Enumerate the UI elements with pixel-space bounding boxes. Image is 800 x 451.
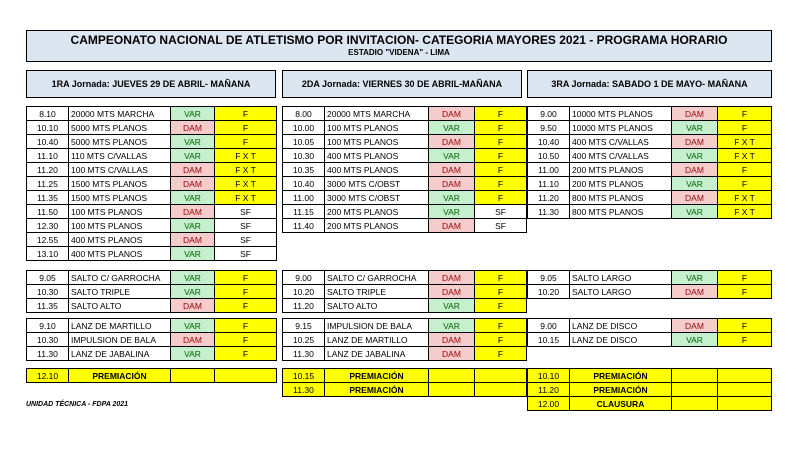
event-time: 11.35	[27, 191, 69, 205]
event-round: SF	[215, 205, 277, 219]
day-1-track-table	[26, 106, 277, 261]
event-time: 10.35	[283, 163, 325, 177]
event-name: SALTO C/ GARROCHA	[69, 271, 171, 285]
table-row	[528, 397, 772, 411]
event-category: VAR	[429, 191, 475, 205]
event-round: F X T	[215, 191, 277, 205]
event-time: 11.30	[528, 205, 570, 219]
event-name: IMPULSION DE BALA	[69, 333, 171, 347]
event-name: 110 MTS C/VALLAS	[69, 149, 171, 163]
event-category: DAM	[171, 121, 215, 135]
ceremony-label: CLAUSURA	[570, 397, 672, 411]
table-row	[27, 135, 277, 149]
event-round: F X T	[215, 177, 277, 191]
event-time: 9.15	[283, 319, 325, 333]
empty-cell	[718, 369, 772, 383]
event-category: VAR	[429, 299, 475, 313]
ceremony-label: PREMIACIÓN	[69, 369, 171, 383]
event-name: 200 MTS PLANOS	[325, 205, 429, 219]
event-round: F	[475, 319, 527, 333]
event-category: DAM	[429, 177, 475, 191]
event-time: 9.00	[283, 271, 325, 285]
empty-cell	[429, 369, 475, 383]
table-row	[27, 285, 277, 299]
table-row	[283, 177, 527, 191]
event-category: DAM	[672, 163, 718, 177]
event-name: SALTO TRIPLE	[69, 285, 171, 299]
event-round: F	[475, 191, 527, 205]
event-time: 10.25	[283, 333, 325, 347]
event-round: F	[215, 285, 277, 299]
empty-cell	[718, 383, 772, 397]
event-time: 11.40	[283, 219, 325, 233]
event-time: 10.40	[528, 135, 570, 149]
event-time: 11.25	[27, 177, 69, 191]
event-category: VAR	[171, 247, 215, 261]
event-round: F	[475, 121, 527, 135]
event-time: 9.50	[528, 121, 570, 135]
table-row	[27, 333, 277, 347]
event-round: F	[215, 347, 277, 361]
table-row	[283, 285, 527, 299]
event-name: 200 MTS PLANOS	[570, 177, 672, 191]
event-round: F	[215, 135, 277, 149]
event-time: 9.05	[528, 271, 570, 285]
event-time: 11.30	[283, 347, 325, 361]
event-category: VAR	[672, 271, 718, 285]
event-category: VAR	[171, 285, 215, 299]
event-time: 11.50	[27, 205, 69, 219]
table-row	[528, 163, 772, 177]
event-round: F	[475, 271, 527, 285]
event-name: 1500 MTS PLANOS	[69, 177, 171, 191]
table-row	[528, 177, 772, 191]
event-category: VAR	[429, 121, 475, 135]
table-row	[27, 247, 277, 261]
ceremony-time: 10.10	[528, 369, 570, 383]
event-name: 100 MTS PLANOS	[325, 121, 429, 135]
event-round: SF	[475, 205, 527, 219]
event-round: F	[215, 107, 277, 121]
event-time: 11.20	[283, 299, 325, 313]
event-name: 400 MTS PLANOS	[325, 163, 429, 177]
event-category: VAR	[171, 271, 215, 285]
event-category: VAR	[672, 205, 718, 219]
table-row	[27, 163, 277, 177]
table-row	[283, 369, 527, 383]
table-row	[528, 333, 772, 347]
empty-cell	[429, 383, 475, 397]
event-category: DAM	[429, 219, 475, 233]
event-round: F	[718, 107, 772, 121]
event-category: DAM	[429, 107, 475, 121]
day-2-header: 2DA Jornada: VIERNES 30 DE ABRIL-MAÑANA	[282, 70, 522, 98]
event-time: 8.00	[283, 107, 325, 121]
event-name: 100 MTS PLANOS	[69, 219, 171, 233]
event-category: DAM	[429, 347, 475, 361]
day-1-header: 1RA Jornada: JUEVES 29 DE ABRIL- MAÑANA	[26, 70, 276, 98]
table-row	[528, 205, 772, 219]
event-name: 20000 MTS MARCHA	[69, 107, 171, 121]
table-row	[27, 177, 277, 191]
event-round: F	[215, 271, 277, 285]
event-round: F X T	[718, 205, 772, 219]
event-time: 11.35	[27, 299, 69, 313]
table-row	[283, 333, 527, 347]
event-round: SF	[475, 219, 527, 233]
footer-credit: UNIDAD TÉCNICA - FDPA 2021	[26, 401, 129, 408]
table-row	[528, 149, 772, 163]
event-time: 10.10	[27, 121, 69, 135]
event-round: F	[475, 163, 527, 177]
table-row	[528, 135, 772, 149]
event-category: VAR	[429, 205, 475, 219]
table-row	[27, 369, 277, 383]
event-time: 11.20	[528, 191, 570, 205]
ceremony-time: 10.15	[283, 369, 325, 383]
empty-cell	[475, 369, 527, 383]
table-row	[283, 135, 527, 149]
event-time: 12.30	[27, 219, 69, 233]
event-name: SALTO LARGO	[570, 271, 672, 285]
event-name: 1500 MTS PLANOS	[69, 191, 171, 205]
table-row	[27, 271, 277, 285]
event-name: SALTO ALTO	[69, 299, 171, 313]
event-name: 100 MTS PLANOS	[325, 135, 429, 149]
day-3-throws-table	[527, 318, 772, 347]
event-round: F X T	[718, 149, 772, 163]
event-round: F	[718, 285, 772, 299]
event-time: 13.10	[27, 247, 69, 261]
event-time: 10.40	[27, 135, 69, 149]
event-name: 400 MTS PLANOS	[325, 149, 429, 163]
event-time: 10.30	[283, 149, 325, 163]
event-name: 400 MTS C/VALLAS	[570, 135, 672, 149]
event-category: VAR	[171, 219, 215, 233]
event-category: DAM	[171, 333, 215, 347]
empty-cell	[475, 383, 527, 397]
event-time: 8.10	[27, 107, 69, 121]
event-category: DAM	[672, 285, 718, 299]
event-round: F	[475, 107, 527, 121]
event-name: SALTO TRIPLE	[325, 285, 429, 299]
day-2-jumps-table	[282, 270, 527, 313]
table-row	[27, 319, 277, 333]
table-row	[27, 107, 277, 121]
event-round: F	[475, 149, 527, 163]
event-round: F	[718, 271, 772, 285]
table-row	[528, 121, 772, 135]
empty-cell	[672, 369, 718, 383]
table-row	[283, 121, 527, 135]
table-row	[283, 347, 527, 361]
event-time: 10.40	[283, 177, 325, 191]
event-category: DAM	[429, 333, 475, 347]
event-round: F X T	[215, 149, 277, 163]
day-1-jumps-table	[26, 270, 277, 313]
table-row	[27, 347, 277, 361]
event-category: DAM	[429, 285, 475, 299]
event-category: DAM	[672, 191, 718, 205]
table-row	[528, 191, 772, 205]
table-row	[283, 107, 527, 121]
event-category: DAM	[672, 319, 718, 333]
event-round: F	[718, 163, 772, 177]
event-name: 100 MTS PLANOS	[69, 205, 171, 219]
event-time: 10.20	[283, 285, 325, 299]
event-name: LANZ DE DISCO	[570, 319, 672, 333]
event-category: DAM	[171, 299, 215, 313]
day-2-throws-table	[282, 318, 527, 361]
event-category: DAM	[429, 135, 475, 149]
event-category: DAM	[171, 205, 215, 219]
day-3-jumps-table	[527, 270, 772, 299]
event-category: VAR	[672, 149, 718, 163]
event-name: 3000 MTS C/OBST	[325, 177, 429, 191]
event-category: DAM	[429, 271, 475, 285]
ceremony-label: PREMIACIÓN	[570, 369, 672, 383]
event-name: LANZ DE JABALINA	[325, 347, 429, 361]
event-category: DAM	[171, 163, 215, 177]
event-round: F	[475, 347, 527, 361]
event-time: 10.00	[283, 121, 325, 135]
event-time: 12.55	[27, 233, 69, 247]
event-time: 9.00	[528, 319, 570, 333]
table-row	[27, 121, 277, 135]
table-row	[27, 191, 277, 205]
table-row	[528, 383, 772, 397]
event-name: LANZ DE MARTILLO	[325, 333, 429, 347]
table-row	[283, 383, 527, 397]
event-time: 10.15	[528, 333, 570, 347]
table-row	[27, 233, 277, 247]
ceremony-time: 11.20	[528, 383, 570, 397]
table-row	[283, 149, 527, 163]
event-name: LANZ DE JABALINA	[69, 347, 171, 361]
empty-cell	[215, 369, 277, 383]
event-name: 5000 MTS PLANOS	[69, 135, 171, 149]
event-round: F	[215, 319, 277, 333]
event-round: SF	[215, 247, 277, 261]
event-name: 400 MTS PLANOS	[69, 247, 171, 261]
event-time: 9.00	[528, 107, 570, 121]
table-row	[528, 369, 772, 383]
event-category: VAR	[672, 333, 718, 347]
event-round: F	[475, 177, 527, 191]
event-category: VAR	[672, 121, 718, 135]
event-time: 11.30	[27, 347, 69, 361]
table-row	[528, 271, 772, 285]
event-category: VAR	[672, 177, 718, 191]
event-category: VAR	[171, 149, 215, 163]
event-category: VAR	[171, 319, 215, 333]
day-1-awards-table	[26, 368, 277, 383]
ceremony-label: PREMIACIÓN	[325, 369, 429, 383]
table-row	[528, 107, 772, 121]
table-row	[283, 191, 527, 205]
event-time: 11.20	[27, 163, 69, 177]
day-3-awards-table	[527, 368, 772, 411]
event-name: IMPULSION DE BALA	[325, 319, 429, 333]
event-name: 100 MTS C/VALLAS	[69, 163, 171, 177]
event-name: 3000 MTS C/OBST	[325, 191, 429, 205]
event-name: 200 MTS PLANOS	[325, 219, 429, 233]
event-round: SF	[215, 219, 277, 233]
day-2-track-table	[282, 106, 527, 233]
event-name: 400 MTS PLANOS	[69, 233, 171, 247]
event-time: 11.00	[528, 163, 570, 177]
event-name: 10000 MTS PLANOS	[570, 121, 672, 135]
event-round: F	[215, 333, 277, 347]
event-category: DAM	[429, 163, 475, 177]
empty-cell	[718, 397, 772, 411]
event-name: 400 MTS C/VALLAS	[570, 149, 672, 163]
table-row	[27, 149, 277, 163]
event-time: 9.10	[27, 319, 69, 333]
ceremony-time: 12.10	[27, 369, 69, 383]
event-name: 10000 MTS PLANOS	[570, 107, 672, 121]
event-name: 800 MTS PLANOS	[570, 205, 672, 219]
event-category: DAM	[672, 107, 718, 121]
document-title: CAMPEONATO NACIONAL DE ATLETISMO POR INVITACION- CATEGORIA MAYORES 2021 - PROGRAMA HORARIO	[70, 33, 728, 47]
event-round: F	[718, 333, 772, 347]
event-time: 11.10	[27, 149, 69, 163]
event-category: VAR	[429, 149, 475, 163]
venue-subtitle: ESTADIO "VIDENA" - LIMA	[348, 48, 450, 57]
table-row	[528, 319, 772, 333]
empty-cell	[672, 383, 718, 397]
event-round: F	[475, 285, 527, 299]
event-round: F	[718, 319, 772, 333]
event-round: F	[718, 121, 772, 135]
event-time: 10.30	[27, 333, 69, 347]
event-category: DAM	[672, 135, 718, 149]
event-round: F	[475, 299, 527, 313]
event-category: VAR	[429, 319, 475, 333]
event-name: SALTO C/ GARROCHA	[325, 271, 429, 285]
table-row	[528, 285, 772, 299]
event-name: LANZ DE DISCO	[570, 333, 672, 347]
event-category: VAR	[171, 347, 215, 361]
event-round: F	[215, 299, 277, 313]
table-row	[27, 219, 277, 233]
event-time: 9.05	[27, 271, 69, 285]
event-category: VAR	[171, 135, 215, 149]
event-name: 200 MTS PLANOS	[570, 163, 672, 177]
event-round: F	[475, 135, 527, 149]
event-category: DAM	[171, 233, 215, 247]
event-name: 20000 MTS MARCHA	[325, 107, 429, 121]
event-round: SF	[215, 233, 277, 247]
event-time: 10.05	[283, 135, 325, 149]
table-row	[283, 271, 527, 285]
event-name: 5000 MTS PLANOS	[69, 121, 171, 135]
ceremony-label: PREMIACIÓN	[570, 383, 672, 397]
day-1-throws-table	[26, 318, 277, 361]
event-category: DAM	[171, 177, 215, 191]
ceremony-label: PREMIACIÓN	[325, 383, 429, 397]
event-time: 10.30	[27, 285, 69, 299]
day-2-awards-table	[282, 368, 527, 397]
event-round: F	[718, 177, 772, 191]
event-time: 11.15	[283, 205, 325, 219]
event-round: F X T	[215, 163, 277, 177]
event-name: SALTO LARGO	[570, 285, 672, 299]
event-time: 10.50	[528, 149, 570, 163]
table-row	[283, 219, 527, 233]
table-row	[27, 299, 277, 313]
table-row	[283, 205, 527, 219]
table-row	[27, 205, 277, 219]
event-time: 10.20	[528, 285, 570, 299]
event-category: VAR	[171, 107, 215, 121]
empty-cell	[672, 397, 718, 411]
ceremony-time: 11.30	[283, 383, 325, 397]
table-row	[283, 299, 527, 313]
ceremony-time: 12.00	[528, 397, 570, 411]
empty-cell	[171, 369, 215, 383]
event-category: VAR	[171, 191, 215, 205]
event-time: 11.10	[528, 177, 570, 191]
event-name: SALTO ALTO	[325, 299, 429, 313]
day-3-header: 3RA Jornada: SABADO 1 DE MAYO- MAÑANA	[527, 70, 772, 98]
event-name: 800 MTS PLANOS	[570, 191, 672, 205]
event-time: 11.00	[283, 191, 325, 205]
document-title-box	[26, 30, 772, 62]
event-round: F X T	[718, 191, 772, 205]
day-3-track-table	[527, 106, 772, 219]
table-row	[283, 163, 527, 177]
event-round: F	[475, 333, 527, 347]
event-round: F X T	[718, 135, 772, 149]
event-round: F	[215, 121, 277, 135]
event-name: LANZ DE MARTILLO	[69, 319, 171, 333]
table-row	[283, 319, 527, 333]
